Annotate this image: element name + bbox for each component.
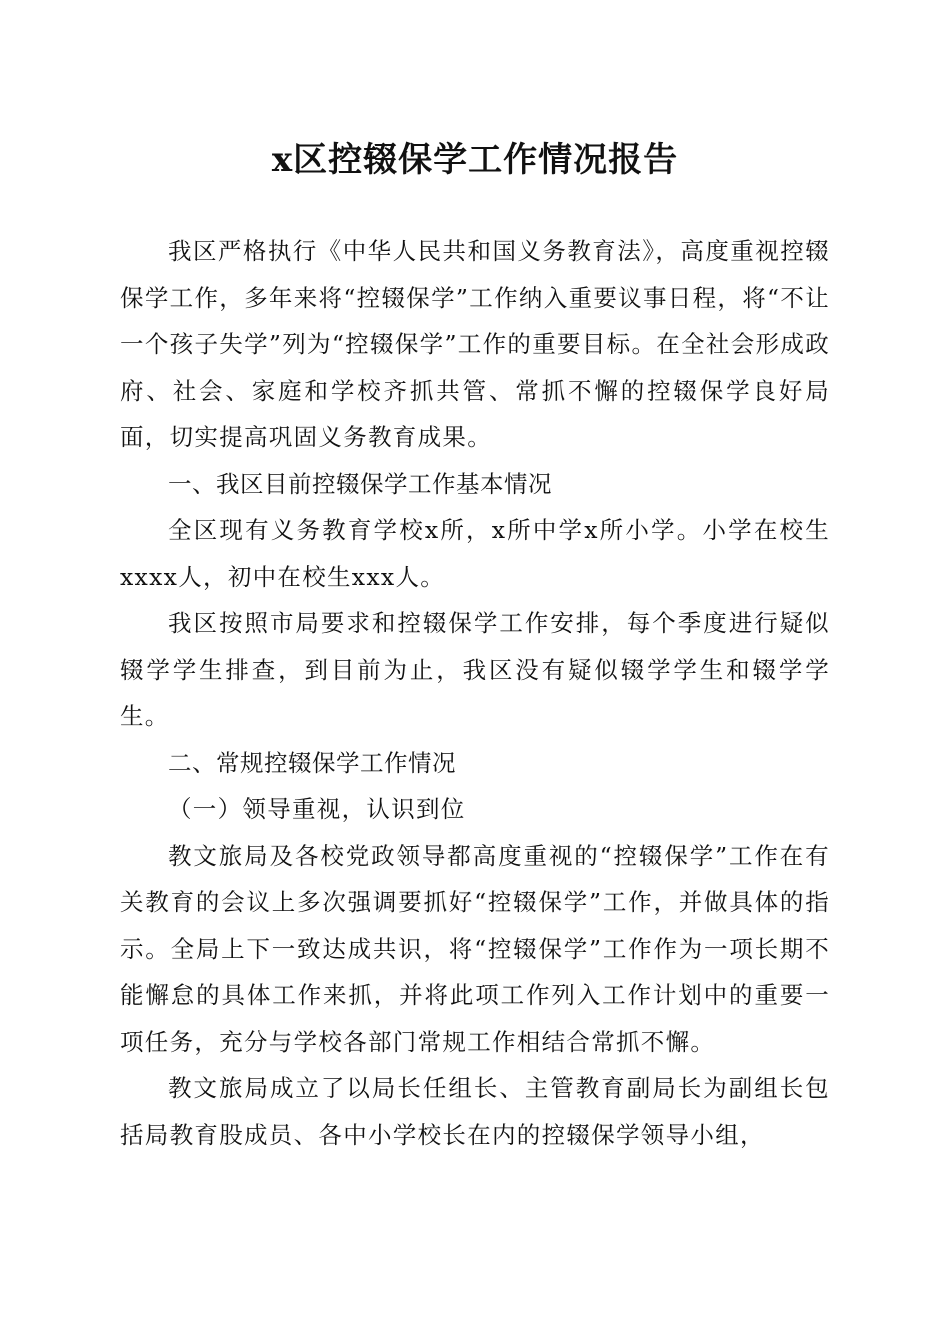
section-heading-1: 一、我区目前控辍保学工作基本情况 (168, 469, 552, 498)
subsection-heading-1: （一）领导重视，认识到位 (168, 795, 466, 823)
intro-paragraph: 我区严格执行《中华人民共和国义务教育法》，高度重视控辍保学工作，多年来将“控辍保学”工作纳入重要议事日程，将“不让一个孩子失学”列为“控辍保学”工作的重要目标。在全社会形成政府、社会、家庭和学校齐抓共管、常抓不懈的控辍保学良好局面，切实提高巩固义务教育成果。 (120, 237, 830, 451)
document-title: x区控辍保学工作情况报告 (271, 140, 679, 180)
paragraph-leading-group: 教文旅局成立了以局长任组长、主管教育副局长为副组长包括局教育股成员、各中小学校长在内的控辍保学领导小组， (120, 1074, 830, 1149)
paragraph-leadership: 教文旅局及各校党政领导都高度重视的“控辍保学”工作在有关教育的会议上多次强调要抓好“控辍保学”工作，并做具体的指示。全局上下一致达成共识，将“控辍保学”工作作为一项长期不能懈怠的具体工作来抓，并将此项工作列入工作计划中的重要一项任务，充分与学校各部门常规工作相结合常抓不懈。 (120, 841, 830, 1056)
paragraph-dropout-check: 我区按照市局要求和控辍保学工作安排，每个季度进行疑似辍学学生排查，到目前为止，我区没有疑似辍学学生和辍学学生。 (120, 609, 830, 730)
paragraph-school-count: 全区现有义务教育学校x所，x所中学x所小学。小学在校生xxxx人，初中在校生xxx人。 (120, 516, 830, 591)
document-body (120, 228, 830, 1158)
section-heading-2: 二、常规控辍保学工作情况 (168, 748, 456, 777)
